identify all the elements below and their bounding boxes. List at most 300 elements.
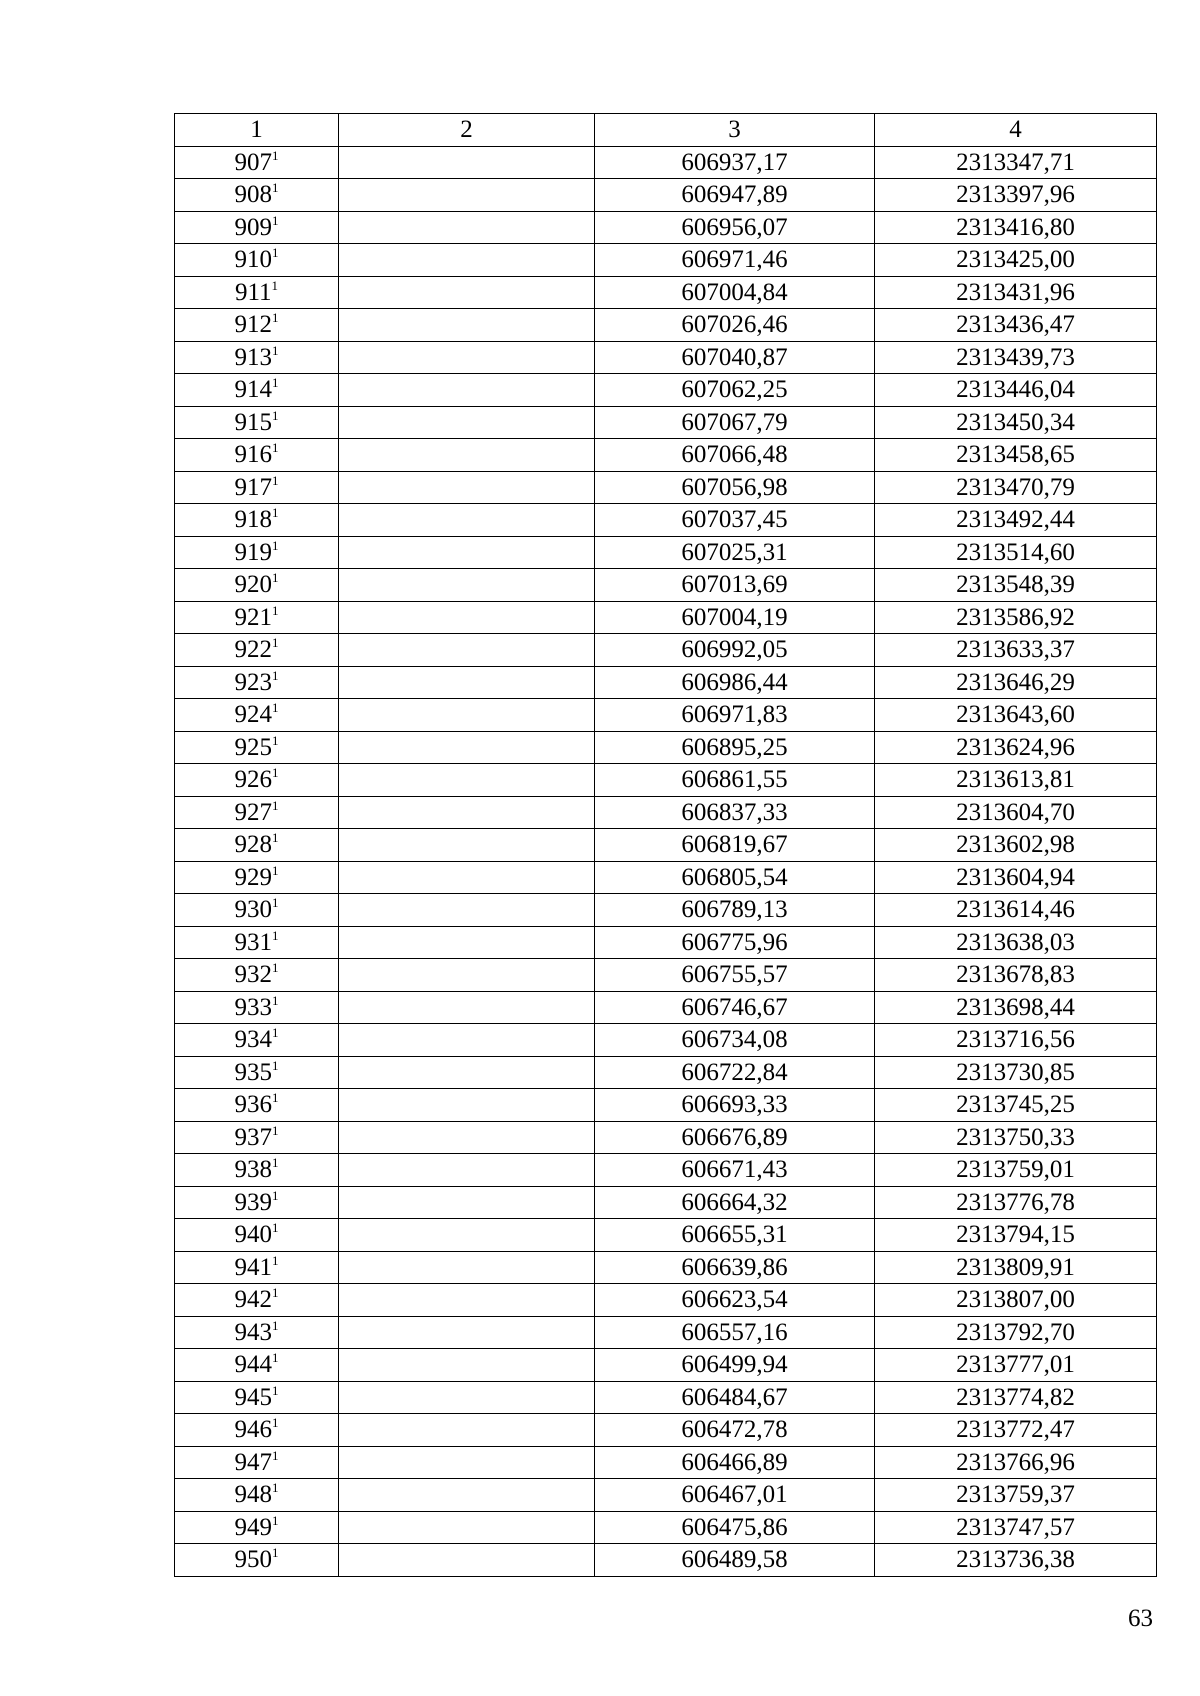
table-row <box>175 211 1157 244</box>
point-number-superscript: 1 <box>272 375 279 391</box>
point-number-superscript: 1 <box>272 1220 279 1236</box>
x-coordinate-cell: 606755,57 <box>595 959 875 992</box>
name-cell <box>339 374 595 407</box>
point-number-superscript: 1 <box>272 992 279 1008</box>
name-cell <box>339 1121 595 1154</box>
point-number-cell <box>175 536 339 569</box>
point-number-cell <box>175 796 339 829</box>
x-coordinate-cell: 606971,83 <box>595 699 875 732</box>
y-coordinate-cell: 2313416,80 <box>875 211 1157 244</box>
point-number: 930 <box>234 896 272 924</box>
x-coordinate-cell: 606819,67 <box>595 829 875 862</box>
point-number: 914 <box>234 376 272 404</box>
x-coordinate-cell: 607037,45 <box>595 504 875 537</box>
table-row <box>175 959 1157 992</box>
x-coordinate-cell: 606895,25 <box>595 731 875 764</box>
y-coordinate-cell: 2313759,01 <box>875 1154 1157 1187</box>
y-coordinate-cell: 2313678,83 <box>875 959 1157 992</box>
point-number-cell <box>175 1349 339 1382</box>
y-coordinate-cell: 2313698,44 <box>875 991 1157 1024</box>
table-row <box>175 991 1157 1024</box>
point-number-superscript: 1 <box>272 570 279 586</box>
name-cell <box>339 146 595 179</box>
y-coordinate-cell: 2313439,73 <box>875 341 1157 374</box>
column-header-4: 4 <box>875 114 1157 147</box>
y-coordinate-cell: 2313586,92 <box>875 601 1157 634</box>
point-number-cell <box>175 634 339 667</box>
table-row <box>175 796 1157 829</box>
point-number-superscript: 1 <box>272 1252 279 1268</box>
point-number: 939 <box>234 1188 272 1216</box>
table-row <box>175 244 1157 277</box>
y-coordinate-cell: 2313776,78 <box>875 1186 1157 1219</box>
point-number-superscript: 1 <box>272 310 279 326</box>
x-coordinate-cell: 606775,96 <box>595 926 875 959</box>
table-row <box>175 471 1157 504</box>
table-row <box>175 1186 1157 1219</box>
point-number-cell <box>175 1251 339 1284</box>
point-number-cell <box>175 601 339 634</box>
point-number: 946 <box>234 1416 272 1444</box>
point-number: 928 <box>234 831 272 859</box>
point-number-superscript: 1 <box>272 1285 279 1301</box>
point-number-superscript: 1 <box>272 1480 279 1496</box>
x-coordinate-cell: 606734,08 <box>595 1024 875 1057</box>
table-row <box>175 406 1157 439</box>
table-row <box>175 1251 1157 1284</box>
point-number-superscript: 1 <box>272 1545 279 1561</box>
y-coordinate-cell: 2313347,71 <box>875 146 1157 179</box>
point-number-cell <box>175 1544 339 1577</box>
x-coordinate-cell: 606992,05 <box>595 634 875 667</box>
name-cell <box>339 731 595 764</box>
x-coordinate-cell: 607067,79 <box>595 406 875 439</box>
table-row <box>175 601 1157 634</box>
name-cell <box>339 959 595 992</box>
point-number-superscript: 1 <box>272 862 279 878</box>
point-number-cell <box>175 1219 339 1252</box>
point-number-cell <box>175 1446 339 1479</box>
point-number: 926 <box>234 766 272 794</box>
point-number-cell <box>175 1381 339 1414</box>
x-coordinate-cell: 606971,46 <box>595 244 875 277</box>
point-number-cell <box>175 926 339 959</box>
table-row <box>175 764 1157 797</box>
name-cell <box>339 179 595 212</box>
point-number: 949 <box>234 1513 272 1541</box>
point-number-cell <box>175 1186 339 1219</box>
point-number: 917 <box>234 473 272 501</box>
point-number: 910 <box>234 246 272 274</box>
y-coordinate-cell: 2313777,01 <box>875 1349 1157 1382</box>
table-row <box>175 1381 1157 1414</box>
name-cell <box>339 1414 595 1447</box>
point-number-superscript: 1 <box>272 1447 279 1463</box>
point-number-superscript: 1 <box>272 830 279 846</box>
point-number-cell <box>175 1089 339 1122</box>
point-number: 925 <box>234 733 272 761</box>
point-number-cell <box>175 374 339 407</box>
table-row <box>175 861 1157 894</box>
y-coordinate-cell: 2313809,91 <box>875 1251 1157 1284</box>
x-coordinate-cell: 606484,67 <box>595 1381 875 1414</box>
point-number: 907 <box>234 148 272 176</box>
point-number: 934 <box>234 1026 272 1054</box>
y-coordinate-cell: 2313604,94 <box>875 861 1157 894</box>
name-cell <box>339 764 595 797</box>
name-cell <box>339 1056 595 1089</box>
name-cell <box>339 211 595 244</box>
y-coordinate-cell: 2313794,15 <box>875 1219 1157 1252</box>
y-coordinate-cell: 2313716,56 <box>875 1024 1157 1057</box>
x-coordinate-cell: 606693,33 <box>595 1089 875 1122</box>
y-coordinate-cell: 2313624,96 <box>875 731 1157 764</box>
table-row <box>175 536 1157 569</box>
y-coordinate-cell: 2313638,03 <box>875 926 1157 959</box>
name-cell <box>339 666 595 699</box>
name-cell <box>339 536 595 569</box>
name-cell <box>339 1511 595 1544</box>
x-coordinate-cell: 606623,54 <box>595 1284 875 1317</box>
name-cell <box>339 1219 595 1252</box>
y-coordinate-cell: 2313633,37 <box>875 634 1157 667</box>
point-number-superscript: 1 <box>272 147 279 163</box>
name-cell <box>339 699 595 732</box>
point-number: 950 <box>234 1546 272 1574</box>
table-row <box>175 309 1157 342</box>
table-row <box>175 504 1157 537</box>
point-number: 921 <box>234 603 272 631</box>
point-number-cell <box>175 406 339 439</box>
table-row <box>175 1316 1157 1349</box>
point-number-superscript: 1 <box>272 895 279 911</box>
point-number: 911 <box>234 278 272 306</box>
name-cell <box>339 504 595 537</box>
point-number-superscript: 1 <box>272 1382 279 1398</box>
x-coordinate-cell: 607004,19 <box>595 601 875 634</box>
name-cell <box>339 309 595 342</box>
y-coordinate-cell: 2313730,85 <box>875 1056 1157 1089</box>
point-number-superscript: 1 <box>272 1512 279 1528</box>
point-number-superscript: 1 <box>272 505 279 521</box>
x-coordinate-cell: 606467,01 <box>595 1479 875 1512</box>
table-row <box>175 439 1157 472</box>
y-coordinate-cell: 2313792,70 <box>875 1316 1157 1349</box>
x-coordinate-cell: 607062,25 <box>595 374 875 407</box>
point-number-cell <box>175 1479 339 1512</box>
point-number-cell <box>175 1154 339 1187</box>
y-coordinate-cell: 2313774,82 <box>875 1381 1157 1414</box>
point-number-superscript: 1 <box>272 1350 279 1366</box>
name-cell <box>339 991 595 1024</box>
point-number-cell <box>175 179 339 212</box>
point-number-cell <box>175 894 339 927</box>
point-number-cell <box>175 146 339 179</box>
point-number-cell <box>175 731 339 764</box>
point-number-superscript: 1 <box>272 180 279 196</box>
table-row <box>175 731 1157 764</box>
point-number-superscript: 1 <box>272 732 279 748</box>
name-cell <box>339 1349 595 1382</box>
table-row <box>175 341 1157 374</box>
x-coordinate-cell: 606986,44 <box>595 666 875 699</box>
y-coordinate-cell: 2313646,29 <box>875 666 1157 699</box>
point-number-superscript: 1 <box>272 765 279 781</box>
point-number-superscript: 1 <box>272 342 279 358</box>
point-number-cell <box>175 569 339 602</box>
y-coordinate-cell: 2313450,34 <box>875 406 1157 439</box>
x-coordinate-cell: 606789,13 <box>595 894 875 927</box>
y-coordinate-cell: 2313425,00 <box>875 244 1157 277</box>
x-coordinate-cell: 607013,69 <box>595 569 875 602</box>
point-number-superscript: 1 <box>272 1317 279 1333</box>
x-coordinate-cell: 607040,87 <box>595 341 875 374</box>
table-row <box>175 1219 1157 1252</box>
x-coordinate-cell: 606671,43 <box>595 1154 875 1187</box>
point-number-superscript: 1 <box>272 602 279 618</box>
name-cell <box>339 341 595 374</box>
page-number: 63 <box>1128 1605 1153 1632</box>
name-cell <box>339 244 595 277</box>
point-number: 942 <box>234 1286 272 1314</box>
name-cell <box>339 1381 595 1414</box>
point-number-cell <box>175 699 339 732</box>
table-row <box>175 1121 1157 1154</box>
point-number: 924 <box>234 701 272 729</box>
x-coordinate-cell: 606664,32 <box>595 1186 875 1219</box>
point-number-cell <box>175 764 339 797</box>
point-number: 938 <box>234 1156 272 1184</box>
point-number-cell <box>175 959 339 992</box>
y-coordinate-cell: 2313470,79 <box>875 471 1157 504</box>
y-coordinate-cell: 2313436,47 <box>875 309 1157 342</box>
y-coordinate-cell: 2313614,46 <box>875 894 1157 927</box>
point-number: 916 <box>234 441 272 469</box>
table-row <box>175 179 1157 212</box>
point-number: 908 <box>234 181 272 209</box>
y-coordinate-cell: 2313604,70 <box>875 796 1157 829</box>
table-row <box>175 1089 1157 1122</box>
point-number: 920 <box>234 571 272 599</box>
point-number-superscript: 1 <box>272 797 279 813</box>
column-header-1: 1 <box>175 114 339 147</box>
point-number-superscript: 1 <box>272 667 279 683</box>
point-number-cell <box>175 439 339 472</box>
table-header-row <box>175 114 1157 147</box>
x-coordinate-cell: 606676,89 <box>595 1121 875 1154</box>
point-number-cell <box>175 829 339 862</box>
point-number-cell <box>175 309 339 342</box>
point-number-superscript: 1 <box>271 277 279 293</box>
point-number: 931 <box>234 928 272 956</box>
point-number-superscript: 1 <box>272 407 279 423</box>
y-coordinate-cell: 2313643,60 <box>875 699 1157 732</box>
table-row <box>175 699 1157 732</box>
table-row <box>175 666 1157 699</box>
x-coordinate-cell: 607004,84 <box>595 276 875 309</box>
point-number: 912 <box>234 311 272 339</box>
table-row <box>175 1544 1157 1577</box>
point-number: 933 <box>234 993 272 1021</box>
point-number-cell <box>175 341 339 374</box>
point-number: 944 <box>234 1351 272 1379</box>
point-number-superscript: 1 <box>272 1415 279 1431</box>
table-row <box>175 1446 1157 1479</box>
y-coordinate-cell: 2313492,44 <box>875 504 1157 537</box>
name-cell <box>339 1544 595 1577</box>
name-cell <box>339 601 595 634</box>
table-row <box>175 1024 1157 1057</box>
point-number: 923 <box>234 668 272 696</box>
name-cell <box>339 1446 595 1479</box>
y-coordinate-cell: 2313759,37 <box>875 1479 1157 1512</box>
table-body <box>175 146 1157 1576</box>
name-cell <box>339 1154 595 1187</box>
point-number: 937 <box>234 1123 272 1151</box>
table-row <box>175 1284 1157 1317</box>
table-row <box>175 569 1157 602</box>
name-cell <box>339 439 595 472</box>
name-cell <box>339 1316 595 1349</box>
point-number-cell <box>175 471 339 504</box>
point-number-cell <box>175 276 339 309</box>
point-number-cell <box>175 211 339 244</box>
point-number-superscript: 1 <box>272 245 279 261</box>
point-number-cell <box>175 1414 339 1447</box>
name-cell <box>339 926 595 959</box>
name-cell <box>339 471 595 504</box>
point-number-superscript: 1 <box>272 1122 279 1138</box>
point-number: 947 <box>234 1448 272 1476</box>
x-coordinate-cell: 607066,48 <box>595 439 875 472</box>
name-cell <box>339 894 595 927</box>
point-number: 929 <box>234 863 272 891</box>
point-number: 941 <box>234 1253 272 1281</box>
point-number-superscript: 1 <box>272 1187 279 1203</box>
point-number-superscript: 1 <box>272 212 279 228</box>
name-cell <box>339 1251 595 1284</box>
x-coordinate-cell: 606489,58 <box>595 1544 875 1577</box>
table-row <box>175 1414 1157 1447</box>
name-cell <box>339 1186 595 1219</box>
point-number: 940 <box>234 1221 272 1249</box>
point-number-cell <box>175 1056 339 1089</box>
point-number-superscript: 1 <box>272 1025 279 1041</box>
name-cell <box>339 634 595 667</box>
table-row <box>175 374 1157 407</box>
x-coordinate-cell: 606466,89 <box>595 1446 875 1479</box>
y-coordinate-cell: 2313747,57 <box>875 1511 1157 1544</box>
column-header-2: 2 <box>339 114 595 147</box>
point-number-cell <box>175 1284 339 1317</box>
y-coordinate-cell: 2313807,00 <box>875 1284 1157 1317</box>
table-row <box>175 1511 1157 1544</box>
x-coordinate-cell: 606722,84 <box>595 1056 875 1089</box>
x-coordinate-cell: 606956,07 <box>595 211 875 244</box>
name-cell <box>339 1284 595 1317</box>
name-cell <box>339 1024 595 1057</box>
x-coordinate-cell: 606805,54 <box>595 861 875 894</box>
table-row <box>175 146 1157 179</box>
table-row <box>175 1479 1157 1512</box>
y-coordinate-cell: 2313602,98 <box>875 829 1157 862</box>
x-coordinate-cell: 607056,98 <box>595 471 875 504</box>
table-row <box>175 1349 1157 1382</box>
table-row <box>175 1056 1157 1089</box>
point-number-superscript: 1 <box>272 440 279 456</box>
point-number: 913 <box>234 343 272 371</box>
y-coordinate-cell: 2313613,81 <box>875 764 1157 797</box>
y-coordinate-cell: 2313750,33 <box>875 1121 1157 1154</box>
x-coordinate-cell: 606937,17 <box>595 146 875 179</box>
point-number: 945 <box>234 1383 272 1411</box>
y-coordinate-cell: 2313772,47 <box>875 1414 1157 1447</box>
y-coordinate-cell: 2313397,96 <box>875 179 1157 212</box>
x-coordinate-cell: 607025,31 <box>595 536 875 569</box>
name-cell <box>339 1089 595 1122</box>
point-number-superscript: 1 <box>272 700 279 716</box>
point-number: 932 <box>234 961 272 989</box>
point-number-superscript: 1 <box>272 537 279 553</box>
table-row <box>175 634 1157 667</box>
point-number: 935 <box>234 1058 272 1086</box>
x-coordinate-cell: 606837,33 <box>595 796 875 829</box>
point-number-cell <box>175 504 339 537</box>
point-number-superscript: 1 <box>272 960 279 976</box>
name-cell <box>339 861 595 894</box>
point-number-cell <box>175 1511 339 1544</box>
x-coordinate-cell: 606655,31 <box>595 1219 875 1252</box>
y-coordinate-cell: 2313446,04 <box>875 374 1157 407</box>
x-coordinate-cell: 606557,16 <box>595 1316 875 1349</box>
name-cell <box>339 829 595 862</box>
table-row <box>175 276 1157 309</box>
point-number: 919 <box>234 538 272 566</box>
point-number: 918 <box>234 506 272 534</box>
column-header-3: 3 <box>595 114 875 147</box>
table-row <box>175 1154 1157 1187</box>
point-number-superscript: 1 <box>272 472 279 488</box>
y-coordinate-cell: 2313745,25 <box>875 1089 1157 1122</box>
y-coordinate-cell: 2313431,96 <box>875 276 1157 309</box>
name-cell <box>339 1479 595 1512</box>
point-number-cell <box>175 666 339 699</box>
point-number: 915 <box>234 408 272 436</box>
y-coordinate-cell: 2313766,96 <box>875 1446 1157 1479</box>
point-number-cell <box>175 1316 339 1349</box>
point-number: 909 <box>234 213 272 241</box>
y-coordinate-cell: 2313548,39 <box>875 569 1157 602</box>
point-number-cell <box>175 1024 339 1057</box>
point-number-superscript: 1 <box>272 927 279 943</box>
x-coordinate-cell: 606947,89 <box>595 179 875 212</box>
point-number: 936 <box>234 1091 272 1119</box>
x-coordinate-cell: 606639,86 <box>595 1251 875 1284</box>
table-row <box>175 926 1157 959</box>
point-number-cell <box>175 991 339 1024</box>
y-coordinate-cell: 2313514,60 <box>875 536 1157 569</box>
point-number-cell <box>175 861 339 894</box>
point-number-cell <box>175 244 339 277</box>
point-number-cell <box>175 1121 339 1154</box>
point-number: 922 <box>234 636 272 664</box>
x-coordinate-cell: 606472,78 <box>595 1414 875 1447</box>
point-number-superscript: 1 <box>272 1057 279 1073</box>
point-number: 927 <box>234 798 272 826</box>
name-cell <box>339 276 595 309</box>
point-number: 943 <box>234 1318 272 1346</box>
table-row <box>175 894 1157 927</box>
